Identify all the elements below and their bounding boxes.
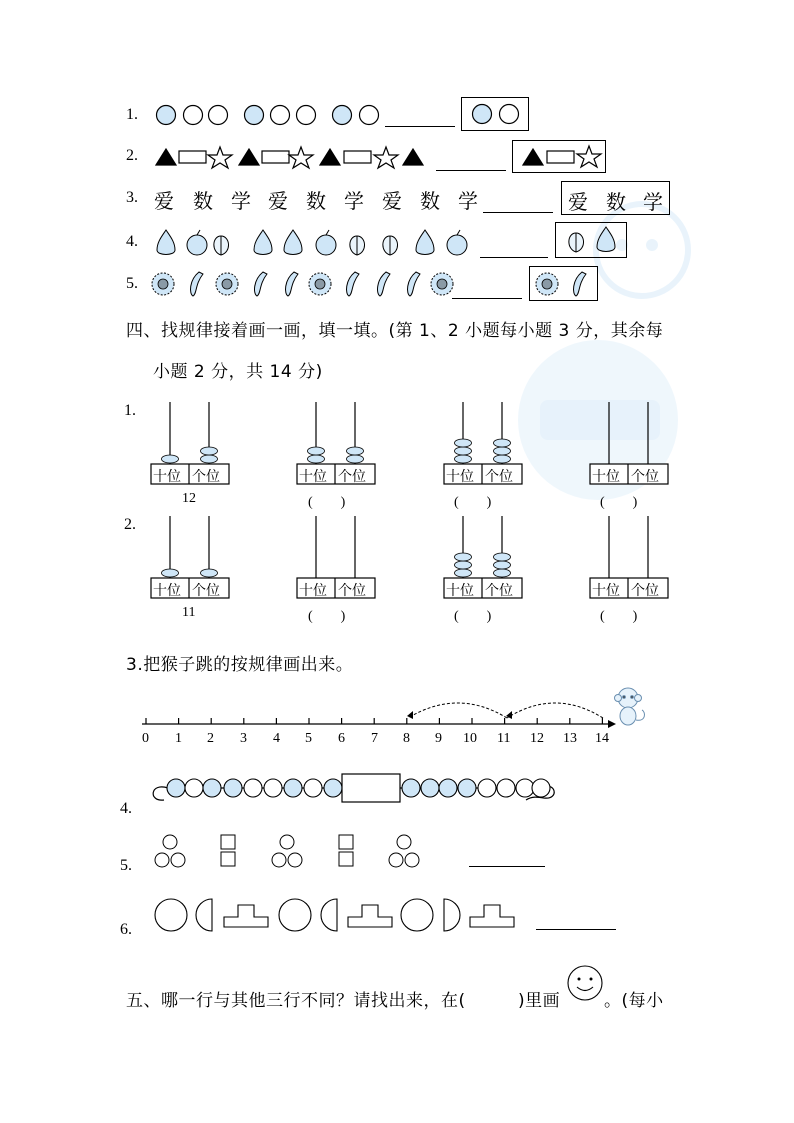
bead bbox=[284, 779, 302, 797]
section-4-title-continued: 小题 2 分，共 14 分) bbox=[153, 362, 323, 382]
row-3-char-6: 学 bbox=[344, 189, 364, 213]
row-3-answer-box bbox=[561, 181, 670, 215]
q4-bead-string bbox=[0, 766, 794, 816]
monkey-icon bbox=[612, 686, 652, 732]
q2-abacus-1-ones-label: 个位 bbox=[192, 584, 220, 599]
bead bbox=[458, 779, 476, 797]
row-3-answer-char-1: 爱 bbox=[568, 190, 588, 214]
bead bbox=[497, 779, 515, 797]
q1-number: 1. bbox=[124, 402, 136, 419]
tick-label-7: 7 bbox=[371, 731, 378, 746]
tick-label-2: 2 bbox=[207, 731, 214, 746]
row-3-number: 3. bbox=[126, 189, 138, 206]
q1-abacus-2-answer[interactable]: ( ) bbox=[308, 495, 346, 510]
row-3-char-9: 学 bbox=[458, 189, 478, 213]
row-3-char-4: 爱 bbox=[268, 189, 288, 213]
row-2-number: 2. bbox=[126, 147, 138, 164]
row-4-fruits bbox=[0, 224, 794, 264]
section-5-title-part-1: 五、哪一行与其他三行不同？请找出来，在( bbox=[126, 991, 466, 1011]
row-4-number: 4. bbox=[126, 233, 138, 250]
row-1-blank[interactable] bbox=[385, 126, 455, 127]
q1-abacus-2-ones-label: 个位 bbox=[338, 470, 366, 485]
row-3-answer-char-2: 数 bbox=[606, 190, 626, 214]
row-2-shapes bbox=[0, 138, 794, 178]
row-3-char-1: 爱 bbox=[154, 189, 174, 213]
tick-label-14: 14 bbox=[595, 731, 609, 746]
bead bbox=[439, 779, 457, 797]
q1-abacus-1-tens-label: 十位 bbox=[153, 470, 181, 485]
bead bbox=[516, 779, 534, 797]
q2-abacus-2-answer[interactable]: ( ) bbox=[308, 609, 346, 624]
bead bbox=[203, 779, 221, 797]
row-1-circles bbox=[0, 96, 794, 136]
q1-abacus-1-ones-label: 个位 bbox=[192, 470, 220, 485]
q2-abacus-4-ones-label: 个位 bbox=[631, 584, 659, 599]
bead bbox=[402, 779, 420, 797]
q1-abacus-3-ones-label: 个位 bbox=[485, 470, 513, 485]
row-5-blank[interactable] bbox=[452, 298, 522, 299]
bead bbox=[421, 779, 439, 797]
q1-abacus-3-tens-label: 十位 bbox=[446, 470, 474, 485]
q1-abacus-3-answer[interactable]: ( ) bbox=[454, 495, 492, 510]
section-4-title: 四、找规律接着画一画，填一填。(第 1、2 小题每小题 3 分，其余每 bbox=[126, 321, 664, 341]
q5-shapes bbox=[0, 834, 794, 874]
tick-label-13: 13 bbox=[563, 731, 577, 746]
bead bbox=[167, 779, 185, 797]
tick-label-9: 9 bbox=[435, 731, 442, 746]
row-3-char-7: 爱 bbox=[382, 189, 402, 213]
q2-abacus-2-tens-label: 十位 bbox=[299, 584, 327, 599]
q2-number: 2. bbox=[124, 516, 136, 533]
q2-abacus-3-tens-label: 十位 bbox=[446, 584, 474, 599]
row-2-answer-box bbox=[512, 140, 606, 173]
tick-label-3: 3 bbox=[240, 731, 247, 746]
bead bbox=[324, 779, 342, 797]
tick-label-12: 12 bbox=[530, 731, 544, 746]
bead bbox=[185, 779, 203, 797]
bead bbox=[304, 779, 322, 797]
q2-abacus-4-answer[interactable]: ( ) bbox=[600, 609, 638, 624]
q6-number: 6. bbox=[120, 921, 132, 938]
tick-label-10: 10 bbox=[463, 731, 477, 746]
row-3-char-3: 学 bbox=[231, 189, 251, 213]
row-3-answer-char-3: 学 bbox=[643, 190, 663, 214]
number-line bbox=[0, 692, 794, 752]
row-3-char-5: 数 bbox=[306, 189, 326, 213]
q6-shapes bbox=[0, 896, 794, 936]
tick-label-4: 4 bbox=[273, 731, 280, 746]
q1-abacus-4-answer[interactable]: ( ) bbox=[600, 495, 638, 510]
q2-abacus-1-value: 11 bbox=[182, 605, 196, 620]
row-4-answer-box bbox=[555, 222, 627, 258]
q2-abacus-1-tens-label: 十位 bbox=[153, 584, 181, 599]
q3-instruction: 3.把猴子跳的按规律画出来。 bbox=[126, 655, 354, 675]
q2-abacus-3-ones-label: 个位 bbox=[485, 584, 513, 599]
bead bbox=[224, 779, 242, 797]
tick-label-8: 8 bbox=[403, 731, 410, 746]
q4-answer-box[interactable] bbox=[342, 774, 400, 802]
q5-blank[interactable] bbox=[469, 866, 545, 867]
q1-abacus-4-tens-label: 十位 bbox=[592, 470, 620, 485]
row-3-blank[interactable] bbox=[483, 212, 553, 213]
row-1-answer-box bbox=[461, 97, 529, 131]
tick-label-6: 6 bbox=[338, 731, 345, 746]
row-5-answer-box bbox=[529, 266, 598, 301]
bead bbox=[244, 779, 262, 797]
row-1-number: 1. bbox=[126, 106, 138, 123]
q2-abacus-2-ones-label: 个位 bbox=[338, 584, 366, 599]
smiley-face-icon bbox=[565, 963, 609, 1007]
q5-number: 5. bbox=[120, 857, 132, 874]
q6-blank[interactable] bbox=[536, 929, 616, 930]
q2-abacus-4-tens-label: 十位 bbox=[592, 584, 620, 599]
tick-label-11: 11 bbox=[497, 731, 511, 746]
bead bbox=[532, 779, 550, 797]
bead bbox=[264, 779, 282, 797]
q1-abacus-1-value: 12 bbox=[182, 491, 196, 506]
row-3-char-2: 数 bbox=[193, 189, 213, 213]
tick-label-0: 0 bbox=[142, 731, 149, 746]
q1-abacus-4-ones-label: 个位 bbox=[631, 470, 659, 485]
section-5-title-part-2: )里画 bbox=[518, 991, 561, 1011]
q2-abacus-3-answer[interactable]: ( ) bbox=[454, 609, 492, 624]
tick-label-1: 1 bbox=[175, 731, 182, 746]
row-3-char-8: 数 bbox=[420, 189, 440, 213]
q4-number: 4. bbox=[120, 800, 132, 817]
q1-abacus-2-tens-label: 十位 bbox=[299, 470, 327, 485]
row-5-number: 5. bbox=[126, 275, 138, 292]
bead bbox=[478, 779, 496, 797]
row-5-items bbox=[0, 266, 794, 306]
row-2-blank[interactable] bbox=[436, 170, 506, 171]
tick-label-5: 5 bbox=[305, 731, 312, 746]
section-5-title-part-3: 。(每小 bbox=[604, 991, 664, 1011]
row-4-blank[interactable] bbox=[480, 257, 548, 258]
